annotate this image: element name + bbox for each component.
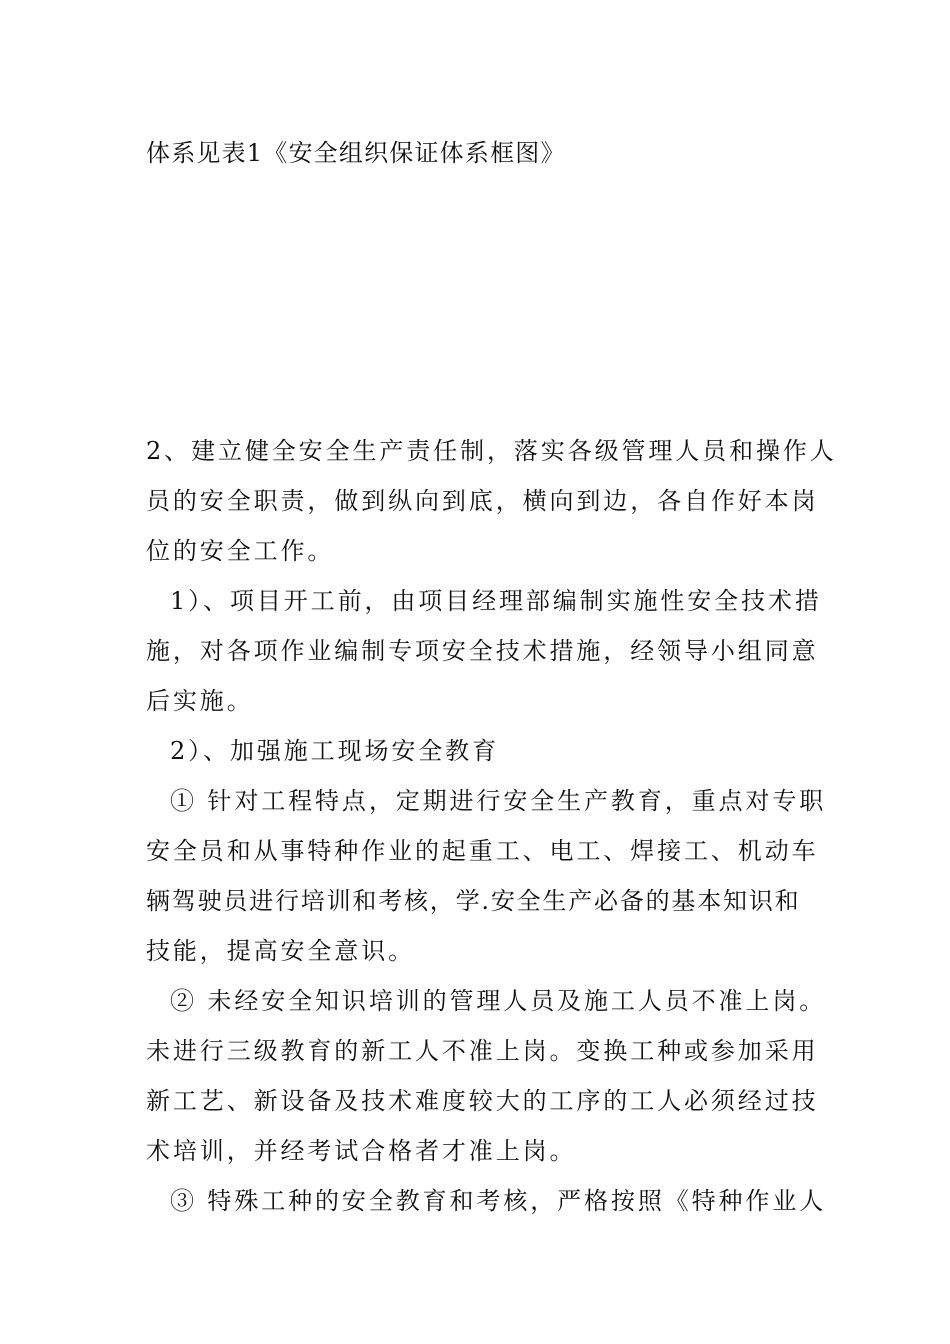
text-line: 技能，提高安全意识。 [146, 937, 415, 965]
text-line: 安全员和从事特种作业的起重工、电工、焊接工、机动车 [146, 837, 819, 865]
text-line: ② 未经安全知识培训的管理人员及施工人员不准上岗。 [170, 987, 827, 1015]
text-line: ① 针对工程特点，定期进行安全生产教育，重点对专职 [170, 787, 827, 815]
text-line: 2）、加强施工现场安全教育 [170, 737, 499, 765]
text-line: 后实施。 [146, 687, 254, 715]
text-line: 2、建立健全安全生产责任制，落实各级管理人员和操作人 [146, 437, 837, 465]
text-line: 未进行三级教育的新工人不准上岗。变换工种或参加采用 [146, 1037, 819, 1065]
text-line: 新工艺、新设备及技术难度较大的工序的工人必须经过技 [146, 1087, 819, 1115]
text-line: ③ 特殊工种的安全教育和考核，严格按照《特种作业人 [170, 1187, 827, 1215]
text-line: 术培训，并经考试合格者才准上岗。 [146, 1137, 577, 1165]
text-line: 1）、项目开工前，由项目经理部编制实施性安全技术措 [170, 587, 822, 615]
text-line: 施，对各项作业编制专项安全技术措施，经领导小组同意 [146, 637, 819, 665]
text-line: 辆驾驶员进行培训和考核，学.安全生产必备的基本知识和 [146, 887, 801, 915]
text-line: 位的安全工作。 [146, 537, 335, 565]
heading-line: 体系见表1《安全组织保证体系框图》 [146, 139, 566, 167]
text-line: 员的安全职责，做到纵向到底，横向到边，各自作好本岗 [146, 487, 819, 515]
